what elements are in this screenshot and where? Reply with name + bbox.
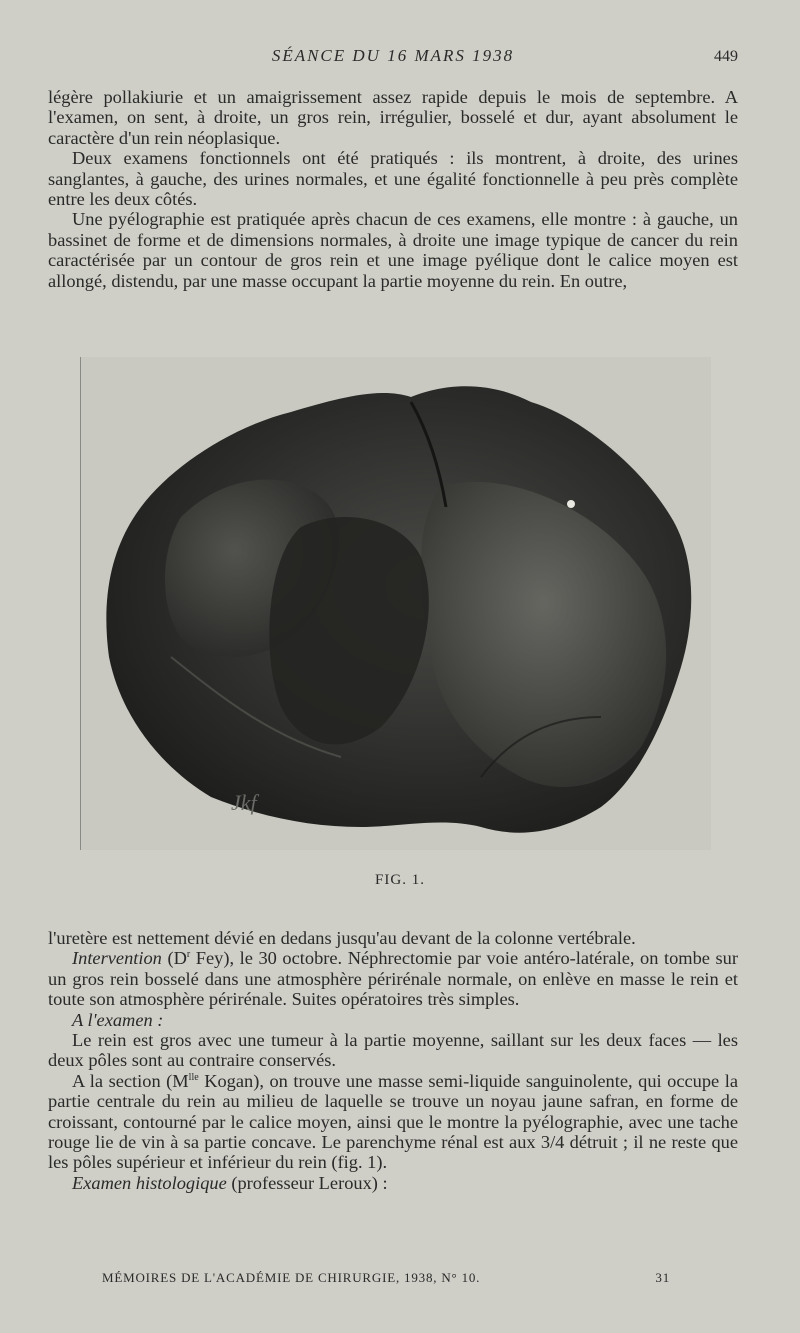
paragraph: Le rein est gros avec une tumeur à la partie moyenne, saillant sur les deux faces — les deux pôles sont au contraire conservés.: [48, 1030, 738, 1071]
paragraph: Une pyélographie est pratiquée après chacun de ces examens, elle montre : à gauche, un bassinet de forme et de dimensions normales, à droite une image typique de cancer du rein caractérisée par un contour de gros rein et une image pyélique dont le calice moyen est allongé, distendu, par une masse occupant la partie moyenne du rein. En outre,: [48, 209, 738, 291]
running-title: SÉANCE DU 16 MARS 1938: [271, 46, 515, 65]
bottom-text: [48, 928, 738, 1193]
highlight-spot: [567, 500, 575, 508]
artist-signature: Jkf: [231, 790, 257, 815]
paragraph: A la section ($M^{lle}$ Kogan), on trouve une masse semi-liquide sanguinolente, qui occupe la partie centrale du rein au milieu de laquelle se trouve un noyau jaune safran, en forme de croissant, contourné par le calice moyen, ainsi que le montre la pyélographie, avec une tache rouge lie de vin à sa partie concave. Le parenchyme rénal est aux 3/4 détruit ; il ne reste que les pôles supérieur et inférieur du rein (fig. 1).: [48, 1070, 739, 1173]
sheet-number: 31: [655, 1270, 670, 1285]
paragraph: Examen histologique (professeur Leroux) :: [72, 1172, 388, 1193]
kidney-drawing: [81, 357, 711, 850]
paragraph: légère pollakiurie et un amaigrissement assez rapide depuis le mois de septembre. A l'examen, on sent, à droite, un gros rein, irrégulier, bosselé et dur, ayant absolument le caractère d'un rein néoplasique.: [48, 87, 738, 148]
kidney-illustration: [80, 357, 711, 850]
page-header: [48, 44, 738, 74]
section-title: Examen histologique: [72, 1172, 227, 1193]
page-number: 449: [714, 48, 738, 65]
journal-reference: MÉMOIRES DE L'ACADÉMIE DE CHIRURGIE, 1938, N° 10.: [102, 1270, 481, 1285]
paragraph: Deux examens fonctionnels ont été pratiqués : ils montrent, à droite, des urines sanglantes, à gauche, des urines normales, et une égalité fonctionnelle à peu près complète entre les deux côtés.: [48, 148, 738, 210]
section-title: Intervention: [72, 948, 162, 969]
section-title: A l'examen :: [72, 1009, 164, 1030]
page-footer: [102, 1270, 682, 1286]
paragraph: Intervention ($D^r$ Fey), le 30 octobre. Néphrectomie par voie antéro-latérale, on tombe sur un gros rein bosselé dans une atmosphère périrénale normale, on enlève en masse le rein et toute son atmosphère périrénale. Suites opératoires très simples.: [48, 948, 738, 1010]
paragraph: l'uretère est nettement dévié en dedans jusqu'au devant de la colonne vertébrale.: [48, 928, 636, 948]
top-text: [48, 87, 738, 291]
figure-caption: FIG. 1.: [375, 872, 425, 888]
